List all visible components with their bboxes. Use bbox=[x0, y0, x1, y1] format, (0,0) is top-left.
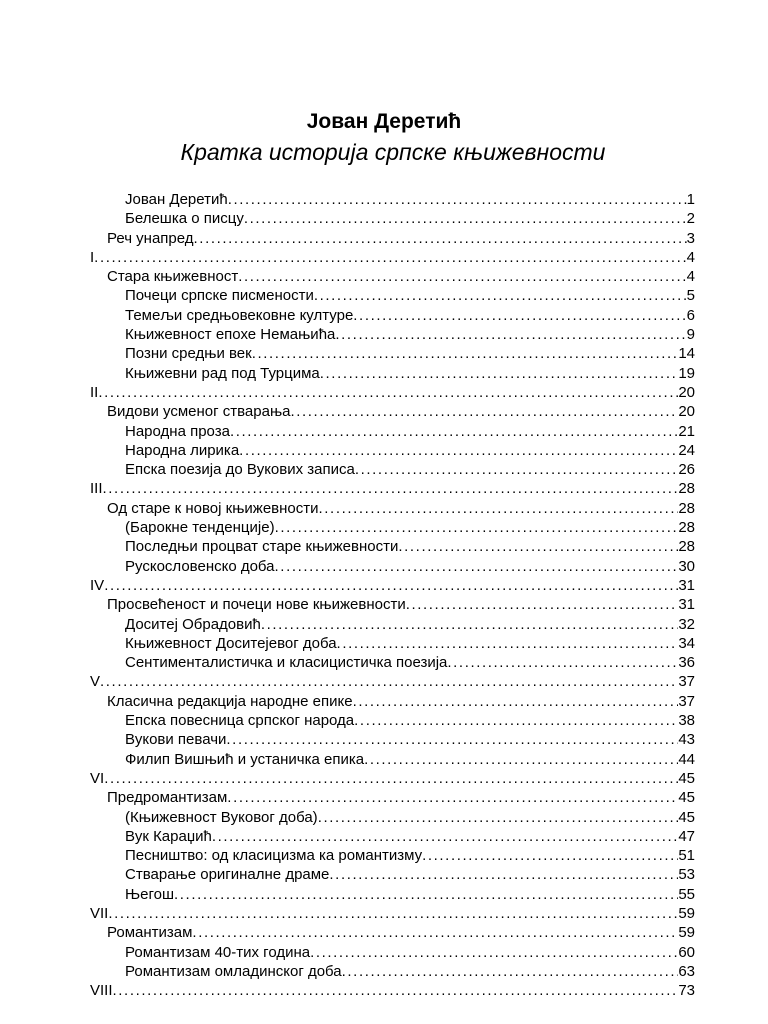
toc-entry-page-number: 20 bbox=[678, 403, 695, 421]
toc-dot-leader bbox=[230, 422, 678, 441]
toc-entry[interactable] bbox=[90, 750, 695, 769]
toc-entry-page-number: 4 bbox=[686, 248, 695, 266]
toc-entry[interactable] bbox=[90, 904, 695, 923]
toc-entry-page-number: 45 bbox=[678, 789, 695, 807]
toc-entry[interactable] bbox=[90, 209, 695, 228]
toc-entry-page-number: 21 bbox=[678, 422, 695, 440]
toc-entry-label: Почеци српске писмености bbox=[125, 287, 314, 305]
toc-entry-page-number: 20 bbox=[678, 383, 695, 401]
toc-entry-label: VI bbox=[90, 769, 105, 787]
toc-entry-label: Стара књижевност bbox=[107, 268, 239, 286]
toc-entry-label: VII bbox=[90, 904, 109, 922]
toc-entry[interactable] bbox=[90, 479, 695, 498]
toc-dot-leader bbox=[192, 923, 678, 942]
toc-entry[interactable] bbox=[90, 576, 695, 595]
toc-dot-leader bbox=[364, 750, 678, 769]
toc-entry-page-number: 73 bbox=[678, 982, 695, 1000]
toc-entry[interactable] bbox=[90, 634, 695, 653]
toc-dot-leader bbox=[342, 962, 679, 981]
toc-dot-leader bbox=[98, 383, 678, 402]
toc-dot-leader bbox=[239, 441, 678, 460]
toc-entry-label: V bbox=[90, 673, 101, 691]
toc-dot-leader bbox=[353, 692, 679, 711]
toc-entry-page-number: 6 bbox=[686, 306, 695, 324]
toc-entry[interactable] bbox=[90, 672, 695, 691]
toc-entry-label: Рускословенско доба bbox=[125, 557, 275, 575]
toc-dot-leader bbox=[398, 537, 678, 556]
toc-entry[interactable] bbox=[90, 364, 695, 383]
toc-entry-label: Романтизам bbox=[107, 924, 193, 942]
toc-entry-page-number: 4 bbox=[686, 268, 695, 286]
toc-entry-label: Епска поезија до Вукових записа bbox=[125, 461, 355, 479]
toc-dot-leader bbox=[113, 981, 679, 1000]
toc-dot-leader bbox=[226, 730, 678, 749]
toc-entry-page-number: 51 bbox=[678, 847, 695, 865]
toc-entry[interactable] bbox=[90, 595, 695, 614]
toc-dot-leader bbox=[318, 808, 679, 827]
toc-entry[interactable] bbox=[90, 615, 695, 634]
toc-entry-page-number: 34 bbox=[678, 634, 695, 652]
toc-entry-label: Народна проза bbox=[125, 422, 230, 440]
toc-entry-page-number: 60 bbox=[678, 943, 695, 961]
toc-dot-leader bbox=[335, 325, 686, 344]
toc-entry[interactable] bbox=[90, 923, 695, 942]
toc-entry-label: Предромантизам bbox=[107, 789, 228, 807]
toc-entry[interactable] bbox=[90, 267, 695, 286]
toc-entry-label: Песништво: од класицизма ка романтизму bbox=[125, 847, 423, 865]
toc-entry-label: Романтизам 40-тих година bbox=[125, 943, 311, 961]
toc-entry-page-number: 31 bbox=[678, 576, 695, 594]
toc-entry[interactable] bbox=[90, 711, 695, 730]
toc-entry[interactable] bbox=[90, 692, 695, 711]
toc-entry-label: VIII bbox=[90, 982, 113, 1000]
toc-dot-leader bbox=[227, 788, 678, 807]
toc-dot-leader bbox=[275, 518, 679, 537]
toc-entry[interactable] bbox=[90, 422, 695, 441]
toc-entry-page-number: 28 bbox=[678, 519, 695, 537]
toc-dot-leader bbox=[337, 634, 679, 653]
toc-dot-leader bbox=[406, 595, 679, 614]
toc-dot-leader bbox=[228, 190, 687, 209]
toc-entry-label: Његош bbox=[125, 885, 175, 903]
toc-entry[interactable] bbox=[90, 846, 695, 865]
toc-entry[interactable] bbox=[90, 229, 695, 248]
toc-dot-leader bbox=[244, 209, 687, 228]
toc-dot-leader bbox=[319, 499, 679, 518]
toc-entry-page-number: 47 bbox=[678, 827, 695, 845]
toc-entry[interactable] bbox=[90, 943, 695, 962]
document-title: Кратка историја српске књижевности bbox=[180, 139, 606, 165]
toc-entry[interactable] bbox=[90, 499, 695, 518]
toc-entry-label: (Књижевност Вуковог доба) bbox=[125, 808, 318, 826]
toc-entry-page-number: 43 bbox=[678, 731, 695, 749]
table-of-contents bbox=[90, 190, 695, 1000]
toc-entry-page-number: 2 bbox=[686, 210, 695, 228]
toc-dot-leader bbox=[290, 402, 678, 421]
toc-entry-label: Темељи средњовековне културе bbox=[125, 306, 354, 324]
toc-entry-label: Стварање оригиналне драме bbox=[125, 866, 330, 884]
toc-entry-page-number: 1 bbox=[686, 191, 695, 208]
toc-dot-leader bbox=[238, 267, 686, 286]
toc-entry[interactable] bbox=[90, 325, 695, 344]
toc-entry-page-number: 28 bbox=[678, 480, 695, 498]
toc-entry-label: Просвећеност и почеци нове књижевности bbox=[107, 596, 406, 614]
toc-dot-leader bbox=[447, 653, 678, 672]
toc-entry-page-number: 53 bbox=[678, 866, 695, 884]
toc-entry-page-number: 63 bbox=[678, 962, 695, 980]
toc-entry[interactable] bbox=[90, 344, 695, 363]
toc-entry-label: Видови усменог стварања bbox=[107, 403, 291, 421]
toc-entry-page-number: 32 bbox=[678, 615, 695, 633]
toc-dot-leader bbox=[310, 943, 678, 962]
toc-entry[interactable] bbox=[90, 190, 695, 209]
toc-entry-page-number: 19 bbox=[678, 364, 695, 382]
toc-entry-label: Реч унапред bbox=[107, 229, 194, 247]
toc-entry-page-number: 36 bbox=[678, 654, 695, 672]
toc-entry-page-number: 28 bbox=[678, 538, 695, 556]
toc-entry[interactable] bbox=[90, 518, 695, 537]
toc-entry-label: II bbox=[90, 383, 99, 401]
toc-entry[interactable] bbox=[90, 885, 695, 904]
toc-entry[interactable] bbox=[90, 788, 695, 807]
toc-entry[interactable] bbox=[90, 383, 695, 402]
toc-dot-leader bbox=[275, 557, 679, 576]
toc-dot-leader bbox=[314, 286, 687, 305]
toc-entry[interactable] bbox=[90, 441, 695, 460]
toc-entry[interactable] bbox=[90, 286, 695, 305]
toc-entry[interactable] bbox=[90, 653, 695, 672]
toc-dot-leader bbox=[422, 846, 678, 865]
toc-dot-leader bbox=[355, 460, 678, 479]
toc-entry[interactable] bbox=[90, 557, 695, 576]
toc-entry[interactable] bbox=[90, 460, 695, 479]
toc-entry-label: Доситеј Обрадовић bbox=[125, 615, 261, 633]
toc-entry-page-number: 37 bbox=[678, 692, 695, 710]
toc-dot-leader bbox=[103, 479, 679, 498]
toc-entry[interactable] bbox=[90, 402, 695, 421]
toc-entry-label: Сентименталистичка и класицистичка поезија bbox=[125, 654, 448, 672]
toc-entry[interactable] bbox=[90, 962, 695, 981]
toc-entry[interactable] bbox=[90, 248, 695, 267]
toc-entry-page-number: 44 bbox=[678, 750, 695, 768]
toc-entry-page-number: 45 bbox=[678, 769, 695, 787]
toc-entry-label: Последњи процват старе књижевности bbox=[125, 538, 399, 556]
toc-entry-label: Романтизам омладинског доба bbox=[125, 962, 342, 980]
toc-entry[interactable] bbox=[90, 981, 695, 1000]
toc-entry[interactable] bbox=[90, 730, 695, 749]
toc-dot-leader bbox=[94, 248, 686, 267]
toc-entry[interactable] bbox=[90, 827, 695, 846]
toc-entry-page-number: 26 bbox=[678, 461, 695, 479]
toc-dot-leader bbox=[174, 885, 678, 904]
toc-dot-leader bbox=[353, 306, 686, 325]
toc-entry-label: Књижевност епохе Немањића bbox=[125, 326, 336, 344]
toc-dot-leader bbox=[104, 769, 678, 788]
toc-entry-page-number: 5 bbox=[686, 287, 695, 305]
toc-entry-label: (Барокне тенденције) bbox=[125, 519, 275, 537]
toc-entry-label: Класична редакција народне епике bbox=[107, 692, 353, 710]
toc-entry[interactable] bbox=[90, 808, 695, 827]
toc-entry-label: I bbox=[90, 248, 95, 266]
toc-entry-label: Белешка о писцу bbox=[125, 210, 244, 228]
toc-entry-page-number: 37 bbox=[678, 673, 695, 691]
toc-entry[interactable] bbox=[90, 537, 695, 556]
toc-entry-page-number: 45 bbox=[678, 808, 695, 826]
toc-entry-page-number: 28 bbox=[678, 499, 695, 517]
toc-entry-page-number: 55 bbox=[678, 885, 695, 903]
toc-entry-page-number: 9 bbox=[686, 326, 695, 344]
toc-entry-label: Књижевност Доситејевог доба bbox=[125, 634, 337, 652]
toc-entry-label: IV bbox=[90, 576, 105, 594]
toc-entry-page-number: 38 bbox=[678, 712, 695, 730]
toc-dot-leader bbox=[261, 615, 678, 634]
toc-entry-page-number: 31 bbox=[678, 596, 695, 614]
document-author: Јован Деретић bbox=[306, 110, 462, 133]
toc-dot-leader bbox=[354, 711, 678, 730]
toc-entry-label: Филип Вишњић и устаничка епика bbox=[125, 750, 365, 768]
toc-entry[interactable] bbox=[90, 769, 695, 788]
toc-entry-label: Књижевни рад под Турцима bbox=[125, 364, 320, 382]
toc-entry-label: III bbox=[90, 480, 103, 498]
toc-entry-page-number: 59 bbox=[678, 904, 695, 922]
toc-entry-label: Епска повесница српског народа bbox=[125, 712, 355, 730]
toc-entry[interactable] bbox=[90, 306, 695, 325]
toc-dot-leader bbox=[320, 364, 679, 383]
toc-dot-leader bbox=[329, 865, 678, 884]
toc-entry-label: Народна лирика bbox=[125, 441, 240, 459]
toc-entry-label: Вук Караџић bbox=[125, 827, 212, 845]
toc-entry-label: Јован Деретић bbox=[125, 191, 228, 208]
toc-dot-leader bbox=[108, 904, 678, 923]
toc-entry[interactable] bbox=[90, 865, 695, 884]
toc-entry-page-number: 59 bbox=[678, 924, 695, 942]
toc-dot-leader bbox=[104, 576, 678, 595]
toc-dot-leader bbox=[100, 672, 678, 691]
toc-entry-page-number: 24 bbox=[678, 441, 695, 459]
toc-dot-leader bbox=[194, 229, 687, 248]
toc-entry-page-number: 30 bbox=[678, 557, 695, 575]
toc-entry-label: Вукови певачи bbox=[125, 731, 227, 749]
toc-dot-leader bbox=[252, 344, 679, 363]
toc-entry-label: Позни средњи век bbox=[125, 345, 252, 363]
toc-entry-label: Од старе к новој књижевности bbox=[107, 499, 319, 517]
toc-entry-page-number: 14 bbox=[678, 345, 695, 363]
toc-entry-page-number: 3 bbox=[686, 229, 695, 247]
toc-dot-leader bbox=[212, 827, 678, 846]
